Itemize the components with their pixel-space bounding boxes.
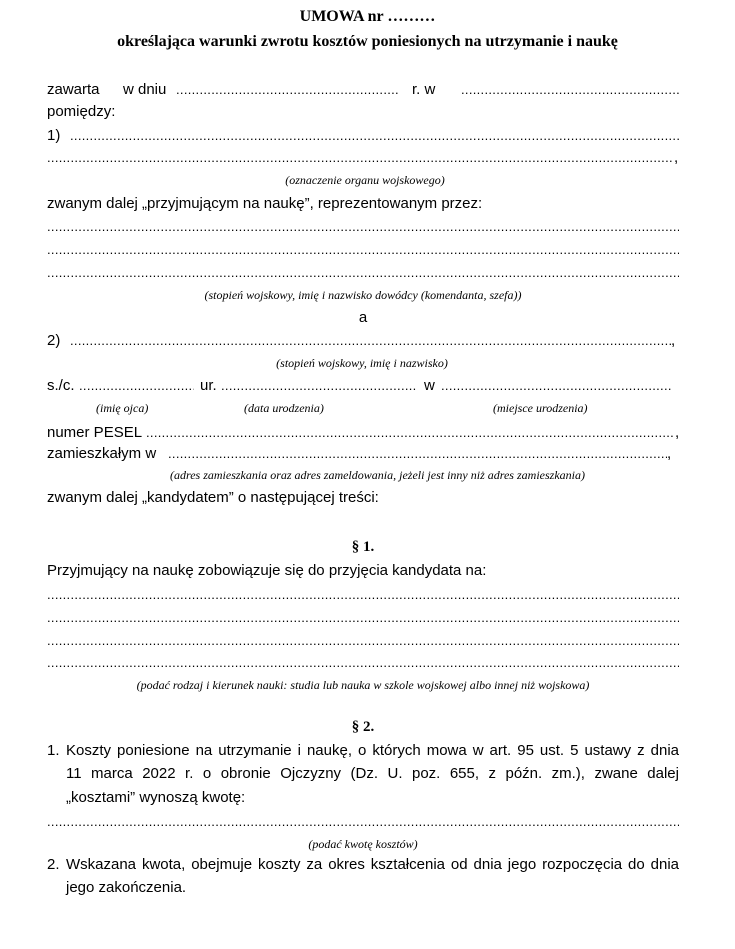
section1-line3-dots[interactable] [47,633,679,648]
caption-organ: (oznaczenie organu wojskowego) [285,173,445,187]
caption-father: (imię ojca) [96,401,149,415]
party2-comma: , [671,332,676,349]
item2-line1: Wskazana kwota, obejmuje koszty za okres kształcenia od dnia jego rozpoczęcia do dnia [66,856,679,873]
section2-heading: § 2. [351,719,375,735]
party1-number: 1) [47,127,61,144]
item1-number: 1. [47,742,60,759]
amount-dots[interactable] [47,814,679,829]
document-title: UMOWA nr ……… [299,8,436,25]
pob-dots[interactable] [441,378,672,393]
representative-line3-dots[interactable] [47,265,679,280]
party2-number: 2) [47,332,61,349]
label-address: zamieszkałym w [47,445,157,462]
party2-name-dots[interactable] [70,333,671,348]
label-pomiedzy: pomiędzy: [47,103,116,120]
section1-heading: § 1. [351,539,375,555]
caption-pob: (miejsce urodzenia) [493,401,588,415]
document-subtitle: określająca warunki zwrotu kosztów poniesionych na utrzymanie i naukę [117,33,618,50]
party1-line1-dots[interactable] [70,128,679,143]
party1-comma: , [674,149,679,166]
dob-dots[interactable] [221,378,417,393]
place-field-dots[interactable] [461,82,679,97]
pesel-dots[interactable] [146,425,675,440]
party1-line2-dots[interactable] [47,150,674,165]
caption-dowodca: (stopień wojskowy, imię i nazwisko dowódcy (komendanta, szefa)) [204,288,522,302]
label-r-w: r. w [412,81,436,98]
label-ur: ur. [200,377,217,394]
father-name-dots[interactable] [79,378,194,393]
word-a: a [358,309,368,326]
item1-line1: Koszty poniesione na utrzymanie i naukę, o których mowa w art. 95 ust. 5 ustawy z dnia [66,742,679,759]
item1-line3: „kosztami” wynoszą kwotę: [66,789,246,806]
section1-caption: (podać rodzaj i kierunek nauki: studia lub nauka w szkole wojskowej albo innej niż wojskowa) [136,678,590,692]
label-w: w [424,377,435,394]
label-sc: s./c. [47,377,75,394]
section1-text: Przyjmujący na naukę zobowiązuje się do przyjęcia kandydata na: [47,562,487,579]
section1-line1-dots[interactable] [47,587,679,602]
label-pesel: numer PESEL [47,424,143,441]
representative-line2-dots[interactable] [47,242,679,257]
caption-amount: (podać kwotę kosztów) [308,837,418,851]
party1-zwanym: zwanym dalej „przyjmującym na naukę”, reprezentowanym przez: [47,195,483,212]
item2-line2: jego zakończenia. [66,879,187,896]
caption-dob: (data urodzenia) [244,401,324,415]
section1-line2-dots[interactable] [47,610,679,625]
section1-line4-dots[interactable] [47,655,679,670]
caption-name: (stopień wojskowy, imię i nazwisko) [276,356,448,370]
item1-line2: 11 marca 2022 r. o obronie Ojczyzny (Dz. U. poz. 655, z późn. zm.), zwane dalej [66,765,679,782]
label-zawarta: zawarta [47,81,100,98]
item2-number: 2. [47,856,60,873]
pesel-comma: , [675,424,680,441]
party2-kandydat: zwanym dalej „kandydatem” o następującej treści: [47,489,379,506]
address-comma: , [667,445,672,462]
date-field-dots[interactable] [176,82,398,97]
label-w-dniu: w dniu [123,81,167,98]
representative-line1-dots[interactable] [47,219,679,234]
address-dots[interactable] [168,446,667,461]
caption-address: (adres zamieszkania oraz adres zameldowania, jeżeli jest inny niż adres zamieszkania) [170,468,585,482]
